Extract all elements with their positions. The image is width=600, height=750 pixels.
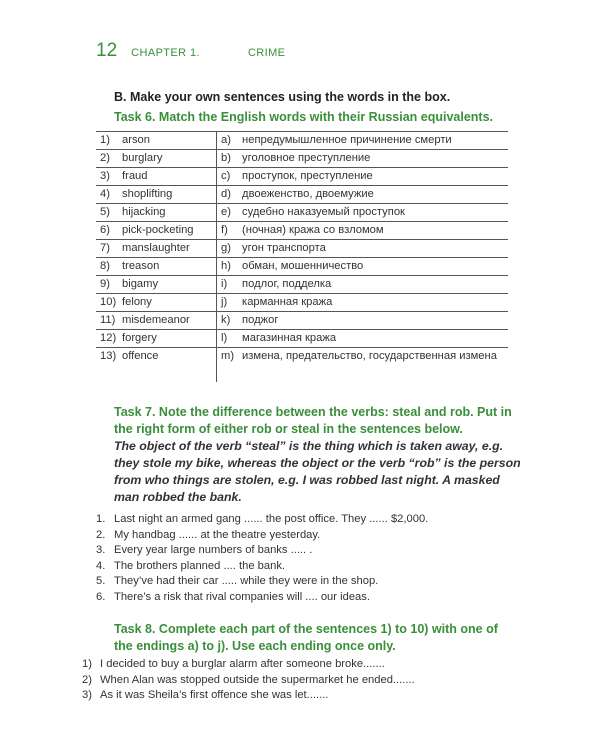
english-word: arson	[122, 134, 150, 146]
item-number: 6)	[100, 224, 110, 236]
letter-cell: k)	[217, 312, 239, 330]
english-word-cell	[96, 312, 217, 330]
item-number: 5)	[100, 206, 110, 218]
task7-sentence-list	[96, 512, 428, 605]
sentence-text: My handbag ...... at the theatre yesterday.	[114, 528, 321, 541]
russian-equivalent: угон транспорта	[238, 240, 508, 258]
letter-cell: c)	[217, 168, 239, 186]
sentence-text: Last night an armed gang ...... the post office. They ...... $2,000.	[114, 513, 429, 525]
table-row	[96, 330, 508, 348]
section-b-instruction: B. Make your own sentences using the words in the box.	[114, 90, 451, 104]
table-row	[96, 258, 508, 276]
sentence-text: When Alan was stopped outside the supermarket he ended.......	[100, 673, 415, 686]
table-row	[96, 348, 508, 383]
table-row	[96, 312, 508, 330]
item-number: 1)	[82, 658, 92, 670]
item-number: 4.	[96, 559, 106, 572]
letter-cell: a)	[217, 132, 239, 150]
russian-equivalent: измена, предательство, государственная измена	[238, 348, 508, 383]
english-word-cell	[96, 168, 217, 186]
item-number: 11)	[100, 314, 116, 326]
english-word: hijacking	[122, 206, 166, 218]
english-word: fraud	[122, 170, 148, 182]
chapter-title: CRIME	[247, 47, 286, 59]
russian-equivalent: непредумышленное причинение смерти	[238, 132, 508, 150]
english-word-cell	[96, 132, 217, 150]
russian-equivalent: (ночная) кража со взломом	[238, 222, 508, 240]
item-number: 1.	[96, 513, 106, 525]
letter-cell: d)	[217, 186, 239, 204]
item-number: 7)	[100, 242, 110, 254]
letter-cell: h)	[217, 258, 239, 276]
english-word: treason	[122, 260, 160, 272]
item-number: 3.	[96, 544, 106, 556]
russian-equivalent: уголовное преступление	[238, 150, 508, 168]
item-number: 3)	[82, 689, 92, 701]
letter-cell: e)	[217, 204, 239, 222]
table-row	[96, 168, 508, 186]
table-row	[96, 204, 508, 222]
english-word-cell	[96, 204, 217, 222]
item-number: 2)	[100, 152, 110, 164]
list-item	[96, 559, 428, 575]
english-word-cell	[96, 294, 217, 312]
english-word: felony	[122, 296, 152, 308]
table-row	[96, 276, 508, 294]
russian-equivalent: обман, мошенничество	[238, 258, 508, 276]
english-word-cell	[96, 222, 217, 240]
english-word-cell	[96, 186, 217, 204]
item-number: 12)	[100, 332, 117, 344]
sentence-text: The brothers planned .... the bank.	[114, 559, 286, 572]
english-word: shoplifting	[122, 188, 173, 200]
russian-equivalent: карманная кража	[238, 294, 508, 312]
task7-title: Task 7. Note the difference between the verbs: steal and rob. Put in the right form of either rob or steal in the sentences below.	[114, 405, 512, 436]
list-item	[96, 512, 428, 528]
list-item	[82, 673, 415, 689]
english-word-cell	[96, 240, 217, 258]
sentence-text: Every year large numbers of banks ..... .	[114, 544, 313, 556]
chapter-label: CHAPTER 1.	[131, 47, 200, 59]
table-row	[96, 150, 508, 168]
table-row	[96, 132, 508, 150]
english-word: offence	[122, 350, 159, 362]
item-number: 6.	[96, 590, 106, 603]
sentence-text: As it was Sheila’s first offence she was let.......	[100, 689, 329, 701]
table-row	[96, 240, 508, 258]
list-item	[82, 688, 415, 704]
letter-cell: b)	[217, 150, 239, 168]
table-row	[96, 222, 508, 240]
english-word-cell	[96, 150, 217, 168]
english-word: pick-pocketing	[122, 224, 194, 236]
english-word-cell	[96, 348, 217, 383]
item-number: 8)	[100, 260, 110, 272]
letter-cell: j)	[217, 294, 239, 312]
english-word: misdemeanor	[122, 314, 190, 326]
item-number: 5.	[96, 575, 106, 587]
letter-cell: g)	[217, 240, 239, 258]
task6-title: Task 6. Match the English words with their Russian equivalents.	[114, 110, 494, 124]
list-item	[96, 543, 428, 559]
item-number: 13)	[100, 350, 117, 362]
sentence-text: I decided to buy a burglar alarm after someone broke.......	[100, 658, 385, 670]
list-item	[96, 528, 428, 544]
sentence-text: They’ve had their car ..... while they were in the shop.	[114, 575, 379, 587]
russian-equivalent: проступок, преступление	[238, 168, 508, 186]
item-number: 1)	[100, 134, 110, 146]
list-item	[96, 590, 428, 606]
russian-equivalent: судебно наказуемый проступок	[238, 204, 508, 222]
page-header	[96, 40, 285, 62]
task8-sentence-list	[82, 657, 415, 704]
russian-equivalent: поджог	[238, 312, 508, 330]
english-word-cell	[96, 276, 217, 294]
letter-cell: l)	[217, 330, 239, 348]
english-word-cell	[96, 258, 217, 276]
item-number: 2.	[96, 528, 106, 541]
task8-title: Task 8. Complete each part of the sentences 1) to 10) with one of the endings a) to j). Use each ending once only.	[114, 622, 498, 653]
letter-cell: f)	[217, 222, 239, 240]
item-number: 10)	[100, 296, 117, 308]
item-number: 4)	[100, 188, 110, 200]
russian-equivalent: магазинная кража	[238, 330, 508, 348]
russian-equivalent: подлог, подделка	[238, 276, 508, 294]
list-item	[96, 574, 428, 590]
sentence-text: There’s a risk that rival companies will .... our ideas.	[114, 590, 370, 603]
list-item	[82, 657, 415, 673]
english-word-cell	[96, 330, 217, 348]
item-number: 3)	[100, 170, 110, 182]
english-word: burglary	[122, 152, 163, 164]
english-word: manslaughter	[122, 242, 190, 254]
page-number: 12	[96, 40, 118, 61]
english-word: bigamy	[122, 278, 159, 290]
table-row	[96, 186, 508, 204]
task7-explanation: The object of the verb “steal” is the thing which is taken away, e.g. they stole my bike, whereas the object or the verb “rob” is the person from who things are stolen, e.g. I was robbed last night. A masked man robbed the bank.	[114, 439, 521, 504]
letter-cell: m)	[217, 348, 239, 383]
item-number: 9)	[100, 278, 110, 290]
english-word: forgery	[122, 332, 157, 344]
russian-equivalent: двоеженство, двоемужие	[238, 186, 508, 204]
item-number: 2)	[82, 673, 92, 686]
matching-table	[96, 131, 508, 382]
letter-cell: i)	[217, 276, 239, 294]
table-row	[96, 294, 508, 312]
